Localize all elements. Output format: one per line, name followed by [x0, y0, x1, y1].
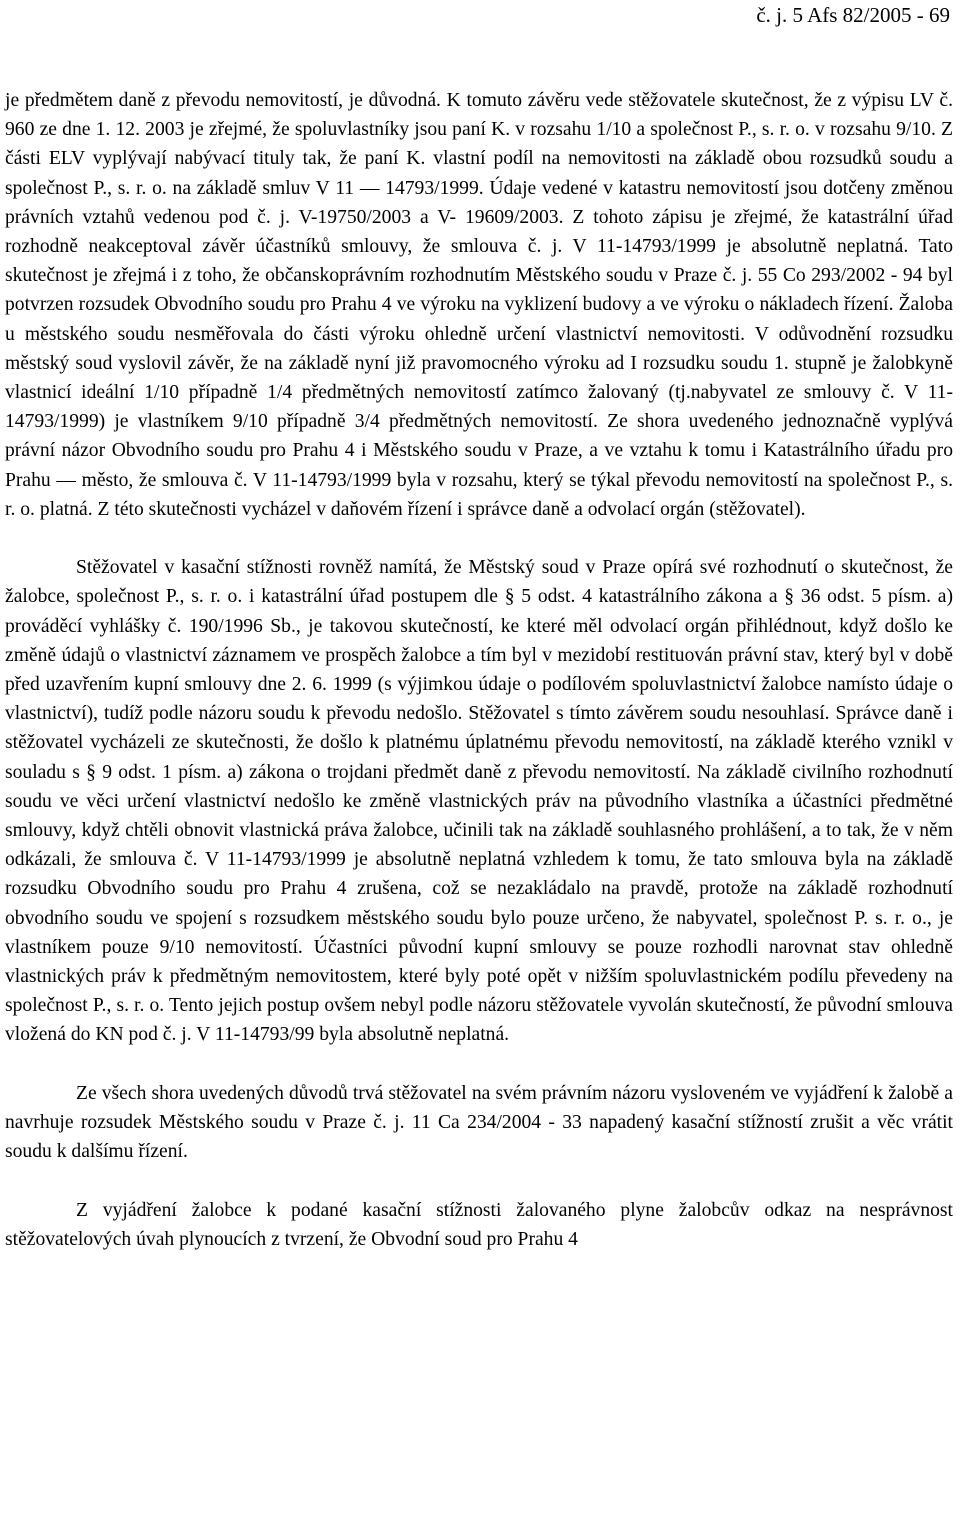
- paragraph-3: Ze všech shora uvedených důvodů trvá stěžovatel na svém právním názoru vysloveném ve vyjádření k žalobě a navrhuje rozsudek Městského soudu v Praze č. j. 11 Ca 234/2004 - 33 napadený kasační stížností zrušit a věc vrátit soudu k dalšímu řízení.: [5, 1082, 953, 1163]
- document-body: [5, 86, 953, 1254]
- paragraph-4: Z vyjádření žalobce k podané kasační stížnosti žalovaného plyne žalobcův odkaz na nesprávnost stěžovatelových úvah plynoucích z tvrzení, že Obvodní soud pro Prahu 4: [5, 1199, 953, 1250]
- paragraph-2: Stěžovatel v kasační stížnosti rovněž namítá, že Městský soud v Praze opírá své rozhodnutí o skutečnost, že žalobce, společnost P., s. r. o. i katastrální úřad postupem dle § 5 odst. 4 katastrálního zákona a § 36 odst. 5 písm. a) prováděcí vyhlášky č. 190/1996 Sb., je takovou skutečností, ke které měl odvolací orgán přihlédnout, když došlo ke změně údajů o vlastnictví záznamem ve prospěch žalobce a tím byl v mezidobí restituován právní stav, který byl v době před uzavřením kupní smlouvy dne 2. 6. 1999 (s výjimkou údaje o podílovém spoluvlastnictví žalobce namísto údaje o vlastnictví), tudíž podle názoru soudu k převodu nedošlo. Stěžovatel s tímto závěrem soudu nesouhlasí. Správce daně i stěžovatel vycházeli ze skutečnosti, že došlo k platnému úplatnému převodu nemovitostí, na základě kterého vznikl v souladu s § 9 odst. 1 písm. a) zákona o trojdani předmět daně z převodu nemovitostí. Na základě civilního rozhodnutí soudu ve věci určení vlastnictví nedošlo ke změně vlastnických práv na původního vlastníka a účastníci předmětné smlouvy, když chtěli obnovit vlastnická práva žalobce, učinili tak na základě souhlasného prohlášení, a to tak, že v něm odkázali, že smlouva č. V 11-14793/1999 je absolutně neplatná vzhledem k tomu, že tato smlouva byla na základě rozsudku Obvodního soudu pro Prahu 4 zrušena, což se nezakládalo na pravdě, protože na základě rozhodnutí obvodního soudu ve spojení s rozsudkem městského soudu bylo pouze určeno, že nabyvatel, společnost P. s. r. o., je vlastníkem pouze 9/10 nemovitostí. Účastníci původní kupní smlouvy se pouze rozhodli narovnat stav ohledně vlastnických práv k předmětným nemovitostem, které byly poté opět v nižším spoluvlastnickém podílu převedeny na společnost P., s. r. o. Tento jejich postup ovšem nebyl podle názoru stěžovatele vyvolán skutečností, že původní smlouva vložená do KN pod č. j. V 11-14793/99 byla absolutně neplatná.: [5, 557, 953, 1046]
- case-number-header: č. j. 5 Afs 82/2005 - 69: [756, 3, 950, 27]
- paragraph-1: je předmětem daně z převodu nemovitostí, je důvodná. K tomuto závěru vede stěžovatele skutečnost, že z výpisu LV č. 960 ze dne 1. 12. 2003 je zřejmé, že spoluvlastníky jsou paní K. v rozsahu 1/10 a společnost P., s. r. o. v rozsahu 9/10. Z části ELV vyplývají nabývací tituly tak, že paní K. vlastní podíl na nemovitosti na základě obou rozsudků soudu a společnost P., s. r. o. na základě smluv V 11 — 14793/1999. Údaje vedené v katastru nemovitostí jsou dotčeny změnou právních vztahů vedenou pod č. j. V-19750/2003 a V- 19609/2003. Z tohoto zápisu je zřejmé, že katastrální úřad rozhodně neakceptoval závěr účastníků smlouvy, že smlouva č. j. V 11-14793/1999 je absolutně neplatná. Tato skutečnost je zřejmá i z toho, že občanskoprávním rozhodnutím Městského soudu v Praze č. j. 55 Co 293/2002 - 94 byl potvrzen rozsudek Obvodního soudu pro Prahu 4 ve výroku na vyklizení budovy a ve výroku o nákladech řízení. Žaloba u městského soudu nesměřovala do části výroku ohledně určení vlastnictví nemovitosti. V odůvodnění rozsudku městský soud vyslovil závěr, že na základě nyní již pravomocného výroku ad I rozsudku soudu 1. stupně je žalobkyně vlastnicí ideální 1/10 případně 1/4 předmětných nemovitostí zatímco žalovaný (tj.nabyvatel ze smlouvy č. V 11-14793/1999) je vlastníkem 9/10 případně 3/4 předmětných nemovitostí. Ze shora uvedeného jednoznačně vyplývá právní názor Obvodního soudu pro Prahu 4 i Městského soudu v Praze, a ve vztahu k tomu i Katastrálního úřadu pro Prahu — město, že smlouva č. V 11-14793/1999 byla v rozsahu, který se týkal převodu nemovitostí na společnost P., s. r. o. platná. Z této skutečnosti vycházel v daňovém řízení i správce daně a odvolací orgán (stěžovatel).: [5, 90, 953, 520]
